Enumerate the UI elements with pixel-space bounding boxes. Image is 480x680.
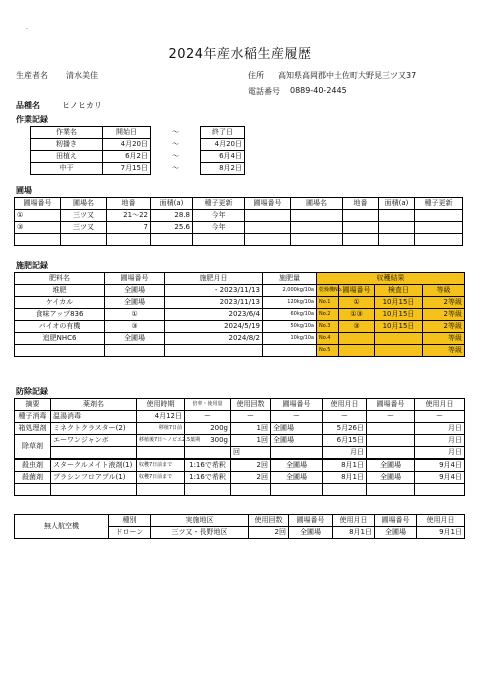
header-cell: 終了日 (201, 127, 245, 139)
table-cell: 全圃場 (271, 435, 323, 447)
table-cell (245, 222, 291, 234)
variety-value: ヒノヒカリ (62, 101, 102, 110)
drone-table (14, 514, 465, 539)
table-cell: ドローン (109, 527, 151, 539)
table-cell: ー (323, 411, 367, 423)
header-cell: 種子更新 (193, 198, 245, 210)
table-cell: ブラシンフロアブル(1) (51, 472, 137, 484)
header-cell: 面積(a) (151, 198, 193, 210)
table-cell: 2023/6/4 (165, 309, 263, 321)
table-cell: 7 (107, 222, 151, 234)
table-row (15, 447, 465, 460)
address-value: 高知県高岡郡中土佐町大野見三ツ又37 (278, 71, 417, 80)
header-cell: 肥料名 (15, 273, 105, 285)
table-cell: 殺虫剤 (15, 459, 51, 472)
table-cell: ① (15, 210, 61, 222)
table-cell: 全圃場 (271, 423, 323, 435)
drone-label: 無人航空機 (15, 515, 109, 539)
table-cell: 2等級 (423, 297, 465, 309)
table-cell: No.4 (317, 333, 339, 345)
table-row (15, 423, 465, 435)
table-cell: 120kg/10a (263, 297, 317, 309)
table-cell: 8月2日 (201, 163, 245, 175)
pest-section-title: 防除記録 (16, 387, 48, 396)
table-cell: ー (271, 411, 323, 423)
table-row (15, 222, 463, 234)
table-cell: 種子消毒 (15, 411, 51, 423)
table-row (15, 234, 463, 246)
table-cell: ー (367, 411, 415, 423)
table-cell: エーワンジャンボ (51, 435, 137, 447)
table-cell: 2回 (249, 527, 289, 539)
table-cell: No.3 (317, 321, 339, 333)
table-cell: スタークルメイト液剤(1) (51, 459, 137, 472)
table-cell: 9月4日 (415, 459, 465, 472)
table-row (15, 345, 317, 357)
table-cell: ミネクトクラスター(2) (51, 423, 137, 435)
table-header-row (15, 273, 317, 285)
header-cell: 圃場番号 (271, 399, 323, 411)
table-cell: 8月1日 (333, 527, 375, 539)
table-cell: 全圃場 (271, 472, 323, 484)
table-cell (375, 345, 423, 357)
header-cell: 検査日 (375, 285, 423, 297)
table-cell: ー (185, 411, 231, 423)
header-cell: 使用月日 (323, 399, 367, 411)
table-cell (379, 210, 415, 222)
table-row (15, 472, 465, 484)
table-cell (51, 447, 137, 460)
table-row (31, 163, 245, 175)
phone-value: 0889-40-2445 (290, 86, 347, 95)
fert-table (14, 272, 317, 357)
table-cell: 月日 (415, 447, 465, 460)
table-cell: 50kg/10a (263, 321, 317, 333)
header-cell: 使用月日 (415, 399, 465, 411)
table-cell: 8月1日 (323, 472, 367, 484)
table-cell: 中干 (31, 163, 103, 175)
header-cell: 使用回数 (249, 515, 289, 527)
header-cell: 圃場番号 (289, 515, 333, 527)
table-cell: ケイカル (15, 297, 105, 309)
table-row (31, 139, 245, 151)
table-cell: ①③ (339, 309, 375, 321)
table-cell: 箱処理剤 (15, 423, 51, 435)
table-cell: 2,000kg/10a (263, 285, 317, 297)
header-cell: 作業名 (31, 127, 103, 139)
table-cell: 等級 (423, 345, 465, 357)
header-cell: 等級 (423, 285, 465, 297)
table-cell: ③ (15, 222, 61, 234)
table-cell: 1回 (231, 423, 271, 435)
header-cell: 地番 (343, 198, 379, 210)
table-cell: 60kg/10a (263, 309, 317, 321)
table-cell: 田植え (31, 151, 103, 163)
table-cell: 2024/5/19 (165, 321, 263, 333)
header-cell: 種別 (109, 515, 151, 527)
table-cell (137, 447, 185, 460)
header-cell: 圃場名 (61, 198, 107, 210)
producer-label: 生産者名 (16, 71, 48, 80)
table-cell: 25.6 (151, 222, 193, 234)
header-cell: 面積(a) (379, 198, 415, 210)
table-cell: 10月15日 (375, 309, 423, 321)
table-cell: 4月12日 (137, 411, 185, 423)
table-cell: 収穫7日前まで (137, 459, 185, 472)
table-cell: 10月15日 (375, 321, 423, 333)
table-cell (375, 333, 423, 345)
herbicide-label: 除草剤 (15, 435, 51, 460)
phone-label: 電話番号 (248, 87, 280, 96)
table-cell: 8月1日 (323, 459, 367, 472)
table-cell: 三ツ又 (61, 222, 107, 234)
table-cell: ー (231, 411, 271, 423)
header-cell: 圃場番号 (367, 399, 415, 411)
table-cell: 籾播き (31, 139, 103, 151)
table-cell: 月日 (323, 447, 367, 460)
table-cell: 等級 (423, 333, 465, 345)
table-cell: 6月4日 (201, 151, 245, 163)
table-cell: 28.8 (151, 210, 193, 222)
table-cell: 堆肥 (15, 285, 105, 297)
table-cell: 9月4日 (415, 472, 465, 484)
table-cell: No.5 (317, 345, 339, 357)
table-cell (379, 222, 415, 234)
table-cell: 全圃場 (105, 297, 165, 309)
table-cell: 収穫7日前まで (137, 472, 185, 484)
table-cell: 全圃場 (271, 459, 323, 472)
table-cell: ① (105, 309, 165, 321)
table-cell: 月日 (415, 435, 465, 447)
table-cell: 21～22 (107, 210, 151, 222)
table-cell (367, 435, 415, 447)
header-cell: 種子更新 (415, 198, 463, 210)
table-row (15, 285, 317, 297)
header-cell: 地番 (107, 198, 151, 210)
table-cell: 10月15日 (375, 297, 423, 309)
table-cell (271, 447, 323, 460)
table-cell: 4月20日 (103, 139, 151, 151)
table-cell: 月日 (415, 423, 465, 435)
producer-name: 清水美佳 (66, 71, 98, 80)
table-cell (367, 423, 415, 435)
table-cell: ③ (339, 321, 375, 333)
table-cell: 2等級 (423, 309, 465, 321)
table-cell: 5月26日 (323, 423, 367, 435)
table-header-row (15, 515, 465, 527)
table-cell: 全圃場 (105, 285, 165, 297)
header-cell: 圃場番号 (245, 198, 291, 210)
table-cell (343, 210, 379, 222)
table-cell: ③ (105, 321, 165, 333)
table-cell (367, 447, 415, 460)
header-cell: 圃場名 (291, 198, 343, 210)
table-cell (291, 222, 343, 234)
harvest-title: 収穫結果 (317, 273, 465, 285)
table-cell (415, 210, 463, 222)
table-cell (339, 333, 375, 345)
table-row (15, 333, 317, 345)
table-row (317, 297, 465, 309)
table-cell: 全圃場 (367, 459, 415, 472)
table-cell: No.2 (317, 309, 339, 321)
table-header-row (317, 285, 465, 297)
variety-label: 品種名 (16, 101, 40, 110)
table-cell: 全圃場 (367, 472, 415, 484)
table-cell: ① (339, 297, 375, 309)
table-cell: 6月2日 (103, 151, 151, 163)
table-cell (339, 345, 375, 357)
page-title: 2024年産水稲生産履歴 (168, 47, 312, 62)
table-cell: 200g (185, 423, 231, 435)
table-cell (185, 447, 231, 460)
table-row (15, 210, 463, 222)
work-section-title: 作業記録 (16, 115, 48, 124)
table-cell: 2023/11/13 (165, 297, 263, 309)
table-cell: 全圃場 (289, 527, 333, 539)
table-cell: 追肥NHC6 (15, 333, 105, 345)
table-cell: 10kg/10a (263, 333, 317, 345)
fields-section-title: 圃場 (16, 186, 32, 195)
header-cell: 圃場番号 (339, 285, 375, 297)
work-table (30, 126, 245, 175)
table-row (15, 411, 465, 423)
table-cell: 全圃場 (375, 527, 417, 539)
header-cell: 圃場番号 (375, 515, 417, 527)
header-cell: 倍率・使用量 (185, 399, 231, 411)
table-cell: No.1 (317, 297, 339, 309)
table-cell: ～ (172, 152, 179, 160)
header-cell: 使用月日 (417, 515, 465, 527)
table-cell: 2回 (231, 472, 271, 484)
table-cell: 温湯消毒 (51, 411, 137, 423)
header-cell: 使用時期 (137, 399, 185, 411)
table-cell (415, 222, 463, 234)
table-cell: 今年 (193, 222, 245, 234)
table-cell: ～ (172, 164, 179, 172)
table-cell: 回 (231, 447, 271, 460)
table-cell: 1:16で希釈 (185, 459, 231, 472)
table-cell: 移植後7日～ノビエ2.5葉期 (137, 435, 185, 447)
header-cell: 乾燥機No. (317, 285, 339, 297)
header-cell: 施肥月日 (165, 273, 263, 285)
table-header-row (15, 399, 465, 411)
table-cell: 4月20日 (201, 139, 245, 151)
table-cell: 今年 (193, 210, 245, 222)
table-row (317, 309, 465, 321)
table-row (31, 151, 245, 163)
table-cell (245, 210, 291, 222)
harvest-table (316, 272, 465, 357)
table-cell: 移植7日前 (137, 423, 185, 435)
table-cell: 殺菌剤 (15, 472, 51, 484)
table-row (15, 309, 317, 321)
header-cell: 使用回数 (231, 399, 271, 411)
table-cell: 全圃場 (105, 333, 165, 345)
table-header-row (317, 273, 465, 285)
page-mark: . (26, 24, 28, 31)
table-cell: ー (415, 411, 465, 423)
table-cell: 1回 (231, 435, 271, 447)
table-cell: 三ツ又・長野地区 (151, 527, 249, 539)
table-row (317, 345, 465, 357)
header-cell: 使用月日 (333, 515, 375, 527)
table-cell: 9月1日 (417, 527, 465, 539)
table-row (15, 321, 317, 333)
table-cell: 三ツ又 (61, 210, 107, 222)
table-cell: 食味アップ836 (15, 309, 105, 321)
header-cell: 施肥量 (263, 273, 317, 285)
table-header-row (15, 198, 463, 210)
table-cell: 7月15日 (103, 163, 151, 175)
table-row (15, 297, 317, 309)
table-cell: 2等級 (423, 321, 465, 333)
table-row (317, 321, 465, 333)
table-cell: 1:16で希釈 (185, 472, 231, 484)
table-cell: ～ (172, 140, 179, 148)
address-label: 住所 (248, 71, 264, 80)
table-cell: 2024/8/2 (165, 333, 263, 345)
table-row (317, 333, 465, 345)
fields-table (14, 197, 463, 246)
table-row (15, 435, 465, 447)
header-cell: ～ (172, 128, 179, 136)
table-cell: 6月15日 (323, 435, 367, 447)
header-cell: 実施地区 (151, 515, 249, 527)
header-cell: 圃場番号 (105, 273, 165, 285)
header-cell: 圃場番号 (15, 198, 61, 210)
header-cell: 薬剤名 (51, 399, 137, 411)
table-cell: バイオの有機 (15, 321, 105, 333)
table-cell: - 2023/11/13 (165, 285, 263, 297)
table-cell (343, 222, 379, 234)
table-cell: 300g (185, 435, 231, 447)
table-row (15, 484, 465, 496)
header-cell: 摘要 (15, 399, 51, 411)
table-row (15, 459, 465, 472)
pest-table (14, 398, 465, 496)
header-cell: 開始日 (103, 127, 151, 139)
table-cell: 2回 (231, 459, 271, 472)
fert-section-title: 施肥記録 (16, 261, 48, 270)
table-cell (291, 210, 343, 222)
table-header-row (31, 127, 245, 139)
